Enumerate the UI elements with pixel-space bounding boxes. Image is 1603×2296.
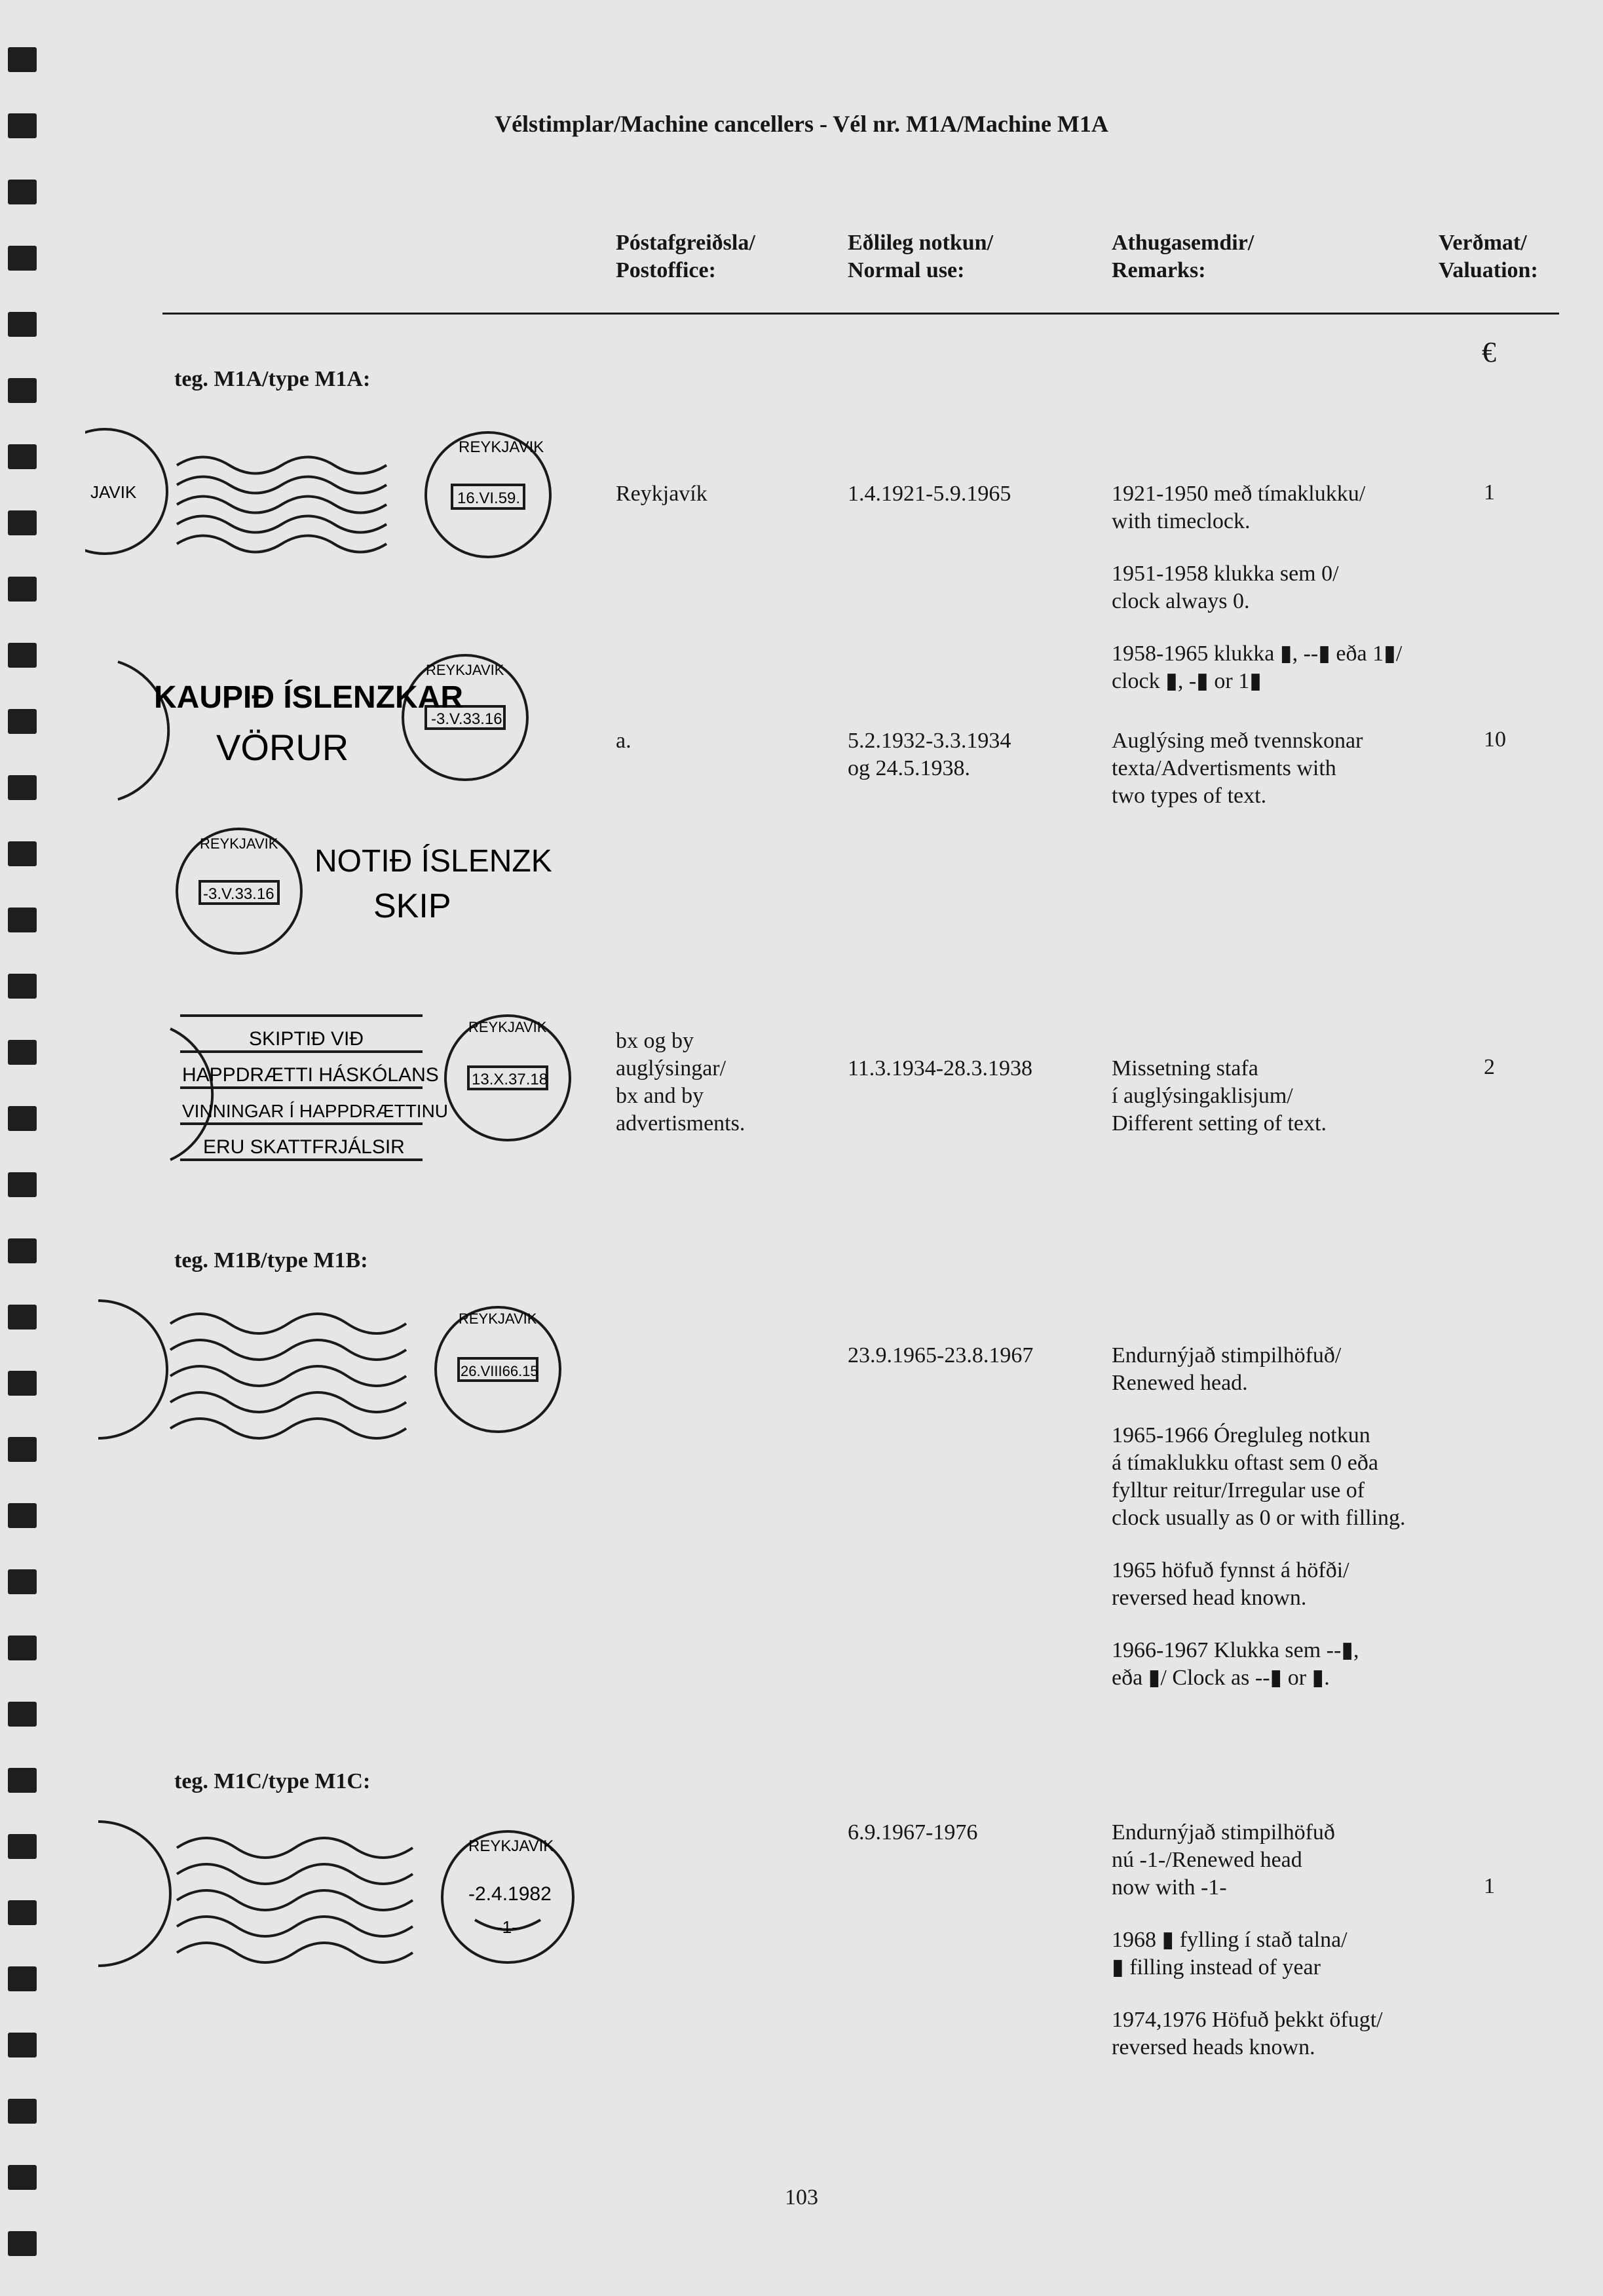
remark: Endurnýjað stimpilhöfuð/ Renewed head.: [1112, 1343, 1342, 1395]
page-title: Vélstimplar/Machine cancellers - Vél nr. M1A/Machine M1A: [495, 111, 1108, 137]
cancel-stamp-m1b: [85, 1288, 570, 1451]
binding-hole: [8, 1040, 37, 1065]
svg-text:JAVIK: JAVIK: [90, 482, 137, 502]
remark: Endurnýjað stimpilhöfuð nú -1-/Renewed head now with -1-: [1112, 1820, 1335, 1900]
currency-symbol: €: [1482, 336, 1496, 368]
svg-text:VINNINGAR Í HAPPDRÆTTINU: VINNINGAR Í HAPPDRÆTTINU: [182, 1101, 449, 1121]
header-normal-use: Eðlileg notkun/ Normal use:: [848, 231, 994, 282]
svg-text:SKIP: SKIP: [373, 887, 451, 925]
remark: 1966-1967 Klukka sem --▮, eða ▮/ Clock as --▮ or ▮.: [1112, 1638, 1359, 1690]
m1c-use: 6.9.1967-1976: [848, 1820, 978, 1845]
binding-hole: [8, 510, 37, 535]
header-divider: [162, 313, 1559, 315]
stamp-town: REYKJAVIK: [459, 1311, 537, 1327]
binding-hole: [8, 1768, 37, 1793]
remark: 1965-1966 Óregluleg notkun á tímaklukku oftast sem 0 eða fylltur reitur/Irregular use of clock usually as 0 or with filling.: [1112, 1423, 1406, 1530]
m1b-use: 23.9.1965-23.8.1967: [848, 1343, 1034, 1368]
binding-hole: [8, 1238, 37, 1263]
row1-value: 1: [1484, 480, 1495, 505]
remark: 1921-1950 með tímaklukku/ with timeclock.: [1112, 482, 1366, 533]
svg-text:VÖRUR: VÖRUR: [216, 727, 349, 768]
binding-hole: [8, 1437, 37, 1462]
binding-hole: [8, 1172, 37, 1197]
remark: 1968 ▮ fylling í stað talna/ ▮ filling instead of year: [1112, 1928, 1348, 1980]
binding-hole: [8, 444, 37, 469]
m1c-remarks: [1112, 1819, 1383, 2086]
row3-remarks: Missetning stafa í auglýsingaklisjum/ Different setting of text.: [1112, 1056, 1327, 1136]
spiral-binding: [5, 0, 45, 2296]
binding-hole: [8, 1834, 37, 1859]
row2-postoffice: a.: [616, 729, 632, 753]
remark: 1951-1958 klukka sem 0/ clock always 0.: [1112, 562, 1339, 613]
svg-text:HAPPDRÆTTI HÁSKÓLANS: HAPPDRÆTTI HÁSKÓLANS: [182, 1064, 439, 1086]
binding-hole: [8, 246, 37, 271]
row2-use: 5.2.1932-3.3.1934 og 24.5.1938.: [848, 729, 1011, 780]
stamp-town: REYKJAVIK: [459, 438, 544, 456]
row3-value: 2: [1484, 1055, 1495, 1079]
binding-hole: [8, 180, 37, 204]
m1b-remarks: [1112, 1342, 1406, 1717]
stamp-town: REYKJAVIK: [468, 1019, 547, 1035]
binding-hole: [8, 1371, 37, 1396]
type-label-m1b: teg. M1B/type M1B:: [174, 1248, 368, 1272]
binding-hole: [8, 1503, 37, 1528]
stamp-town: REYKJAVIK: [426, 662, 504, 678]
binding-hole: [8, 908, 37, 932]
binding-hole: [8, 577, 37, 602]
svg-text:SKIPTIÐ VIÐ: SKIPTIÐ VIÐ: [249, 1028, 364, 1050]
remark: 1965 höfuð fynnst á höfði/ reversed head known.: [1112, 1558, 1349, 1610]
binding-hole: [8, 1702, 37, 1727]
stamp-date: -3.V.33.16: [431, 710, 502, 728]
row3-use: 11.3.1934-28.3.1938: [848, 1056, 1033, 1081]
cancel-stamp-m1c: [85, 1808, 590, 1979]
svg-text:ERU SKATTFRJÁLSIR: ERU SKATTFRJÁLSIR: [203, 1136, 405, 1158]
stamp-date: 26.VIII66.15: [461, 1363, 538, 1379]
binding-hole: [8, 709, 37, 734]
remark: 1958-1965 klukka ▮, --▮ eða 1▮/ clock ▮, -▮ or 1▮: [1112, 641, 1403, 693]
binding-hole: [8, 974, 37, 999]
binding-hole: [8, 841, 37, 866]
binding-hole: [8, 643, 37, 668]
binding-hole: [8, 312, 37, 337]
binding-hole: [8, 1569, 37, 1594]
header-remarks: Athugasemdir/ Remarks:: [1112, 231, 1254, 282]
binding-hole: [8, 1966, 37, 1991]
binding-hole: [8, 775, 37, 800]
row1-postoffice: Reykjavík: [616, 482, 707, 506]
binding-hole: [8, 1636, 37, 1660]
binding-hole: [8, 2033, 37, 2057]
svg-text:NOTIÐ ÍSLENZK: NOTIÐ ÍSLENZK: [314, 844, 552, 879]
type-label-m1c: teg. M1C/type M1C:: [174, 1769, 371, 1793]
stamp-town: REYKJAVIK: [200, 835, 278, 852]
stamp-date: -3.V.33.16: [203, 885, 274, 903]
binding-hole: [8, 378, 37, 403]
stamp-date: 16.VI.59.: [457, 489, 521, 507]
binding-hole: [8, 1305, 37, 1330]
row1-use: 1.4.1921-5.9.1965: [848, 482, 1011, 506]
row3-postoffice: bx og by auglýsingar/ bx and by advertisments.: [616, 1029, 745, 1136]
page-number: 103: [785, 2185, 818, 2210]
binding-hole: [8, 1106, 37, 1131]
svg-text:-1-: -1-: [497, 1917, 518, 1937]
stamp-town: REYKJAVIK: [468, 1837, 554, 1855]
cancel-stamp-happdraetti: [131, 1003, 576, 1173]
row1-remarks: [1112, 480, 1402, 720]
m1c-value: 1: [1484, 1874, 1495, 1898]
cancel-stamp-kaupid: [105, 649, 570, 806]
remark: 1974,1976 Höfuð þekkt öfugt/ reversed heads known.: [1112, 2008, 1383, 2059]
row2-value: 10: [1484, 727, 1506, 752]
header-valuation: Verðmat/ Valuation:: [1439, 231, 1538, 282]
cancel-stamp-notid: [170, 819, 576, 970]
binding-hole: [8, 2231, 37, 2256]
cancel-stamp-m1a: [85, 419, 563, 583]
svg-text:KAUPIÐ ÍSLENZKAR: KAUPIÐ ÍSLENZKAR: [154, 680, 464, 715]
binding-hole: [8, 1900, 37, 1925]
stamp-date: 13.X.37.18: [472, 1071, 548, 1088]
binding-hole: [8, 47, 37, 72]
type-label-m1a: teg. M1A/type M1A:: [174, 367, 371, 391]
stamp-date: -2.4.1982: [468, 1883, 552, 1905]
header-postoffice: Póstafgreiðsla/ Postoffice:: [616, 231, 755, 282]
binding-hole: [8, 2099, 37, 2124]
row2-remarks: Auglýsing með tvennskonar texta/Advertisments with two types of text.: [1112, 729, 1363, 808]
